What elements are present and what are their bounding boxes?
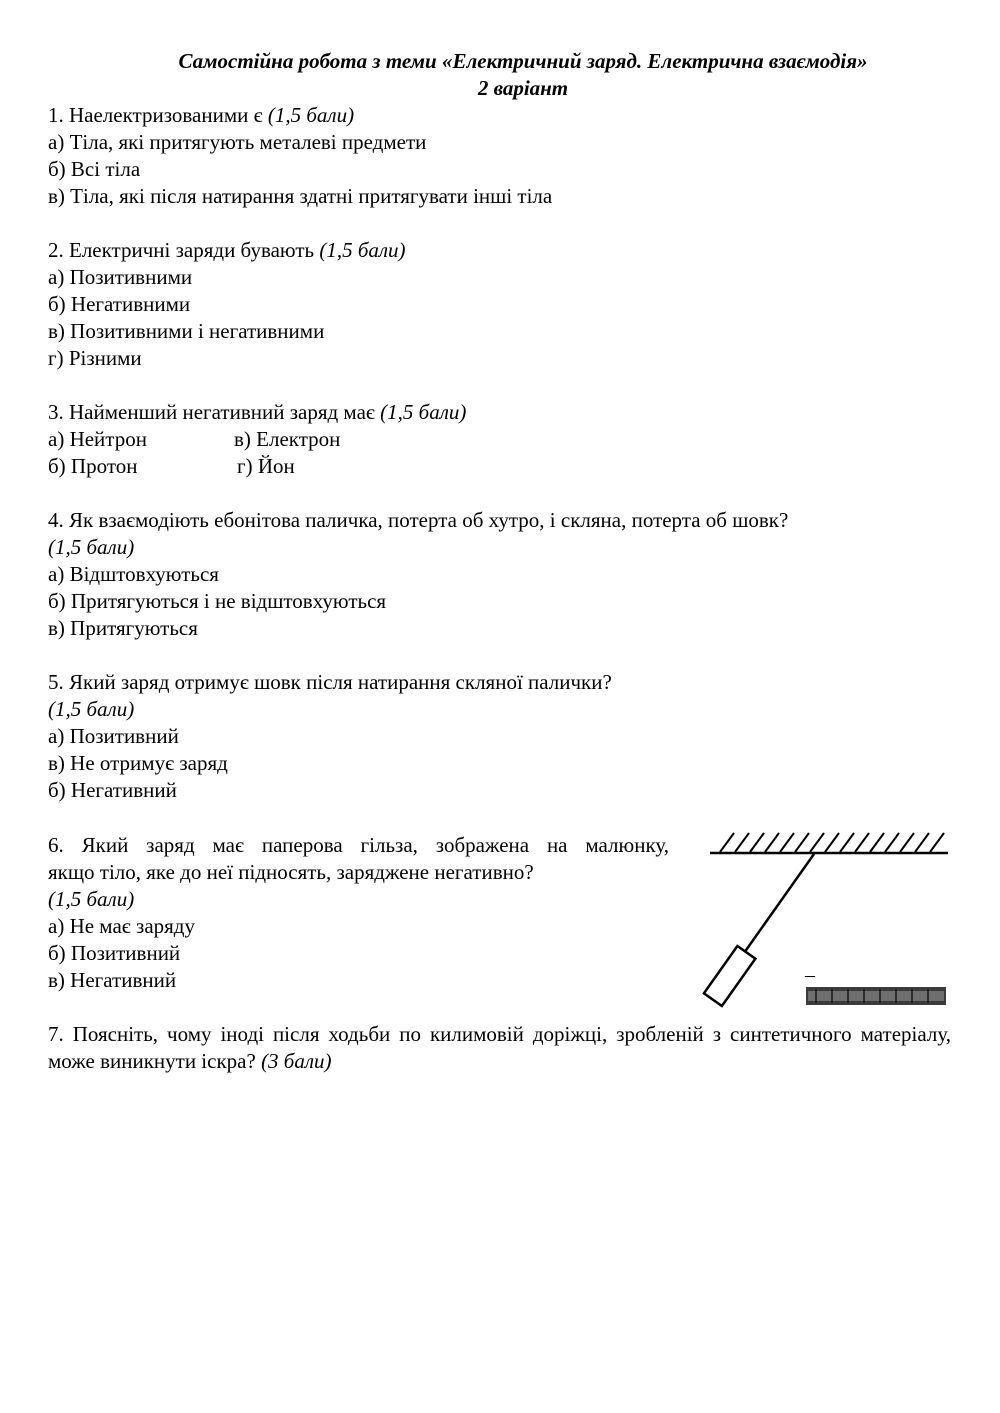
question-3	[48, 399, 466, 426]
question-points: (1,5 бали)	[319, 238, 406, 262]
answer-option: а) Позитивними	[48, 265, 193, 289]
question-4: 4. Як взаємодіють ебонітова паличка, потерта об хутро, і скляна, потерта об шовк?	[48, 508, 789, 532]
answer-option: б) Протон	[48, 454, 138, 478]
charged-body	[804, 964, 946, 1005]
negative-sign: –	[805, 964, 815, 986]
answer-option: б) Негативний	[48, 778, 177, 802]
answer-option: а) Позитивний	[48, 724, 179, 748]
question-text: 3. Найменший негативний заряд має	[48, 400, 381, 424]
question-2	[48, 237, 406, 264]
question-7	[48, 1021, 951, 1075]
answer-option: а) Нейтрон	[48, 427, 147, 451]
answer-option: в) Позитивними і негативними	[48, 319, 325, 343]
question-1	[48, 102, 354, 129]
answer-option: б) Позитивний	[48, 941, 181, 965]
paper-sleeve	[704, 946, 755, 1006]
question-5: 5. Який заряд отримує шовк після натирання скляної палички?	[48, 670, 612, 694]
answer-option: б) Притягуються і не відштовхуються	[48, 589, 387, 613]
answer-option: б) Всі тіла	[48, 157, 141, 181]
question-text: 7. Поясніть, чому іноді після ходьби по килимовій доріжці, зробленій з синтетичного матеріалу, може виникнути іскра?	[48, 1022, 951, 1073]
answer-option: а) Не має заряду	[48, 914, 195, 938]
question-text: 2. Електричні заряди бувають	[48, 238, 320, 262]
question-points: (1,5 бали)	[267, 103, 355, 127]
answer-option: в) Тіла, які після натирання здатні притягувати інші тіла	[48, 184, 553, 208]
question-points: (3 бали)	[261, 1049, 332, 1073]
answer-option: в) Електрон	[234, 427, 341, 451]
question-text: 1. Наелектризованими є	[48, 103, 268, 127]
variant-label: 2 варіант	[477, 76, 569, 100]
paper-sleeve-figure	[690, 825, 960, 1020]
answer-option: в) Негативний	[48, 968, 177, 992]
question-6-continued: якщо тіло, яке до неї підносять, заряджене негативно?	[48, 860, 534, 884]
question-points: (1,5 бали)	[48, 535, 135, 559]
answer-option: г) Йон	[237, 454, 295, 478]
answer-option: а) Відштовхуються	[48, 562, 219, 586]
question-points: (1,5 бали)	[48, 887, 135, 911]
answer-option: в) Притягуються	[48, 616, 198, 640]
answer-option: г) Різними	[48, 346, 142, 370]
answer-option: а) Тіла, які притягують металеві предмети	[48, 130, 427, 154]
question-points: (1,5 бали)	[380, 400, 467, 424]
question-6: 6. Який заряд має паперова гільза, зображена на малюнку,	[48, 833, 669, 857]
ceiling-support	[710, 833, 948, 853]
worksheet-title: Самостійна робота з теми «Електричний заряд. Електрична взаємодія»	[178, 49, 868, 73]
answer-option: в) Не отримує заряд	[48, 751, 228, 775]
thread-line	[744, 854, 814, 953]
answer-option: б) Негативними	[48, 292, 191, 316]
question-points: (1,5 бали)	[48, 697, 135, 721]
